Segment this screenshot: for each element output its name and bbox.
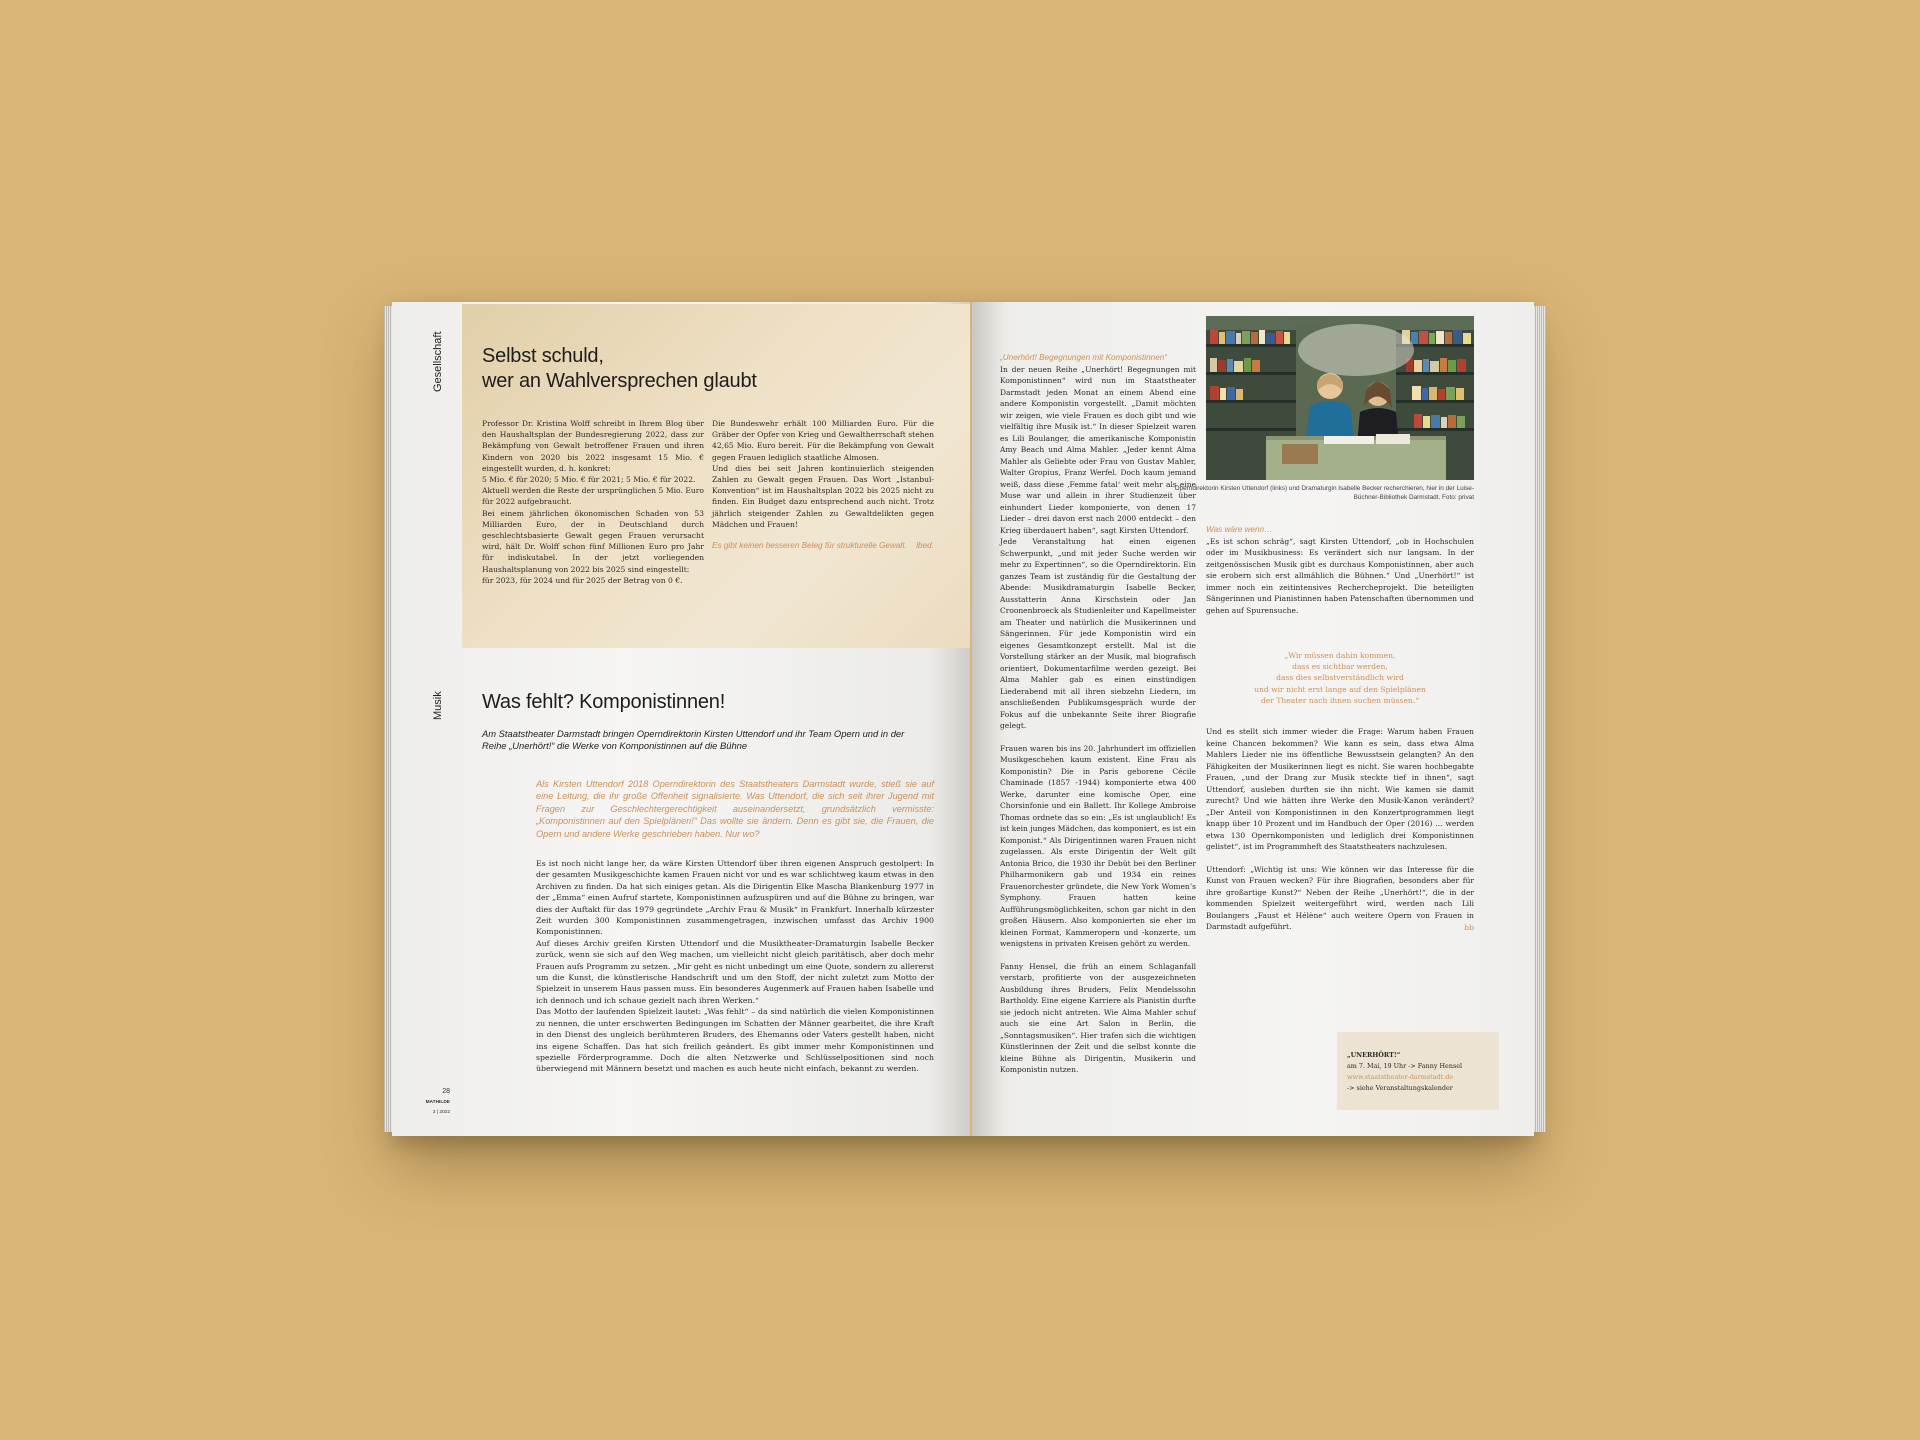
paragraph: Und dies bei seit Jahren kontinuierlich steigenden Zahlen zu Gewalt gegen Frauen. Das Wort „Istanbul-Konvention“ ist im Haushaltsplan 2022 bis 2025 nicht zu finden. Ein Budget dazu entsprechend auch nicht. Trotz jährlich steigender Zahlen zu Gewaltdelikten gegen Mädchen und Frauen! (712, 463, 934, 529)
paragraph: Professor Dr. Kristina Wolff schreibt in Ihrem Blog über den Haushaltsplan der Bundesregierung 2022, dass zur Bekämpfung von Gewalt betroffener Frauen und ihren Kindern von 2020 bis 2022 insgesamt 15 Mio. € eingestellt wurden, d. h. konkret: (482, 419, 704, 473)
title-line: Selbst schuld, (482, 345, 604, 367)
article1-column-1 (482, 418, 704, 586)
section-label-gesellschaft: Gesellschaft (432, 331, 444, 392)
paragraph: Jede Veranstaltung hat einen eigenen Schwerpunkt, „und mit jeder Suche werden wir mehr zu Expertinnen“, so die Operndirektorin. Ein ganzes Team ist zuständig für die Gestaltung der Abende: Musikdramaturgin Isabelle Becker, Ausstatterin Anna Kirschstein oder Jan Croonenbroeck als Studienleiter und Kapellmeister am Theater und natürlich die Musikerinnen und Sängerinnen. Für jede Komponistin wird ein eigenes Gesamtkonzept erstellt. Mal ist die Vorstellung stärker an der Musik, mal biografisch orientiert, Dokumentarfilme werden gezeigt. Bei Alma Mahler gab es einen einstündigen Liederabend mit all ihren siebzehn Liedern, im anschließenden Publikumsgespräch wurde der Fokus auf die unbekannte Seite ihrer Biografie gelegt. (1000, 537, 1196, 730)
right-column-2-continued (1206, 726, 1474, 933)
right-page (972, 302, 1534, 1136)
bookshelf-photo-illustration (1206, 316, 1474, 480)
quote-line: der Theater nach ihnen suchen müssen.“ (1260, 695, 1420, 705)
left-page (392, 302, 970, 1136)
paragraph: für 2023, für 2024 und für 2025 der Betrag von 0 €. (482, 575, 683, 585)
paragraph: Es ist noch nicht lange her, da wäre Kirsten Uttendorf über ihren eigenen Anspruch gestolpert: In der gesamten Musikgeschichte kamen Frauen nicht vor und es war schlichtweg kaum etwas in den Archiven zu finden. Da hat sich einiges getan. Als die Dirigentin Elke Mascha Blankenburg 1977 in der „Emma“ einen Aufruf startete, Komponistinnen aufzuspüren und auf die Bühne zu bringen, war dies der Auftakt für das 1979 gegründete „Archiv Frau & Musik“ in Frankfurt. Innerhalb kürzester Zeit wurden 300 Komponistinnen zusammengetragen, inzwischen umfasst das Archiv 1900 Komponistinnen. (536, 859, 934, 937)
quote-line: dass dies selbstverständlich wird (1276, 673, 1404, 683)
library-photo (1206, 316, 1474, 480)
article2-body (536, 858, 934, 1075)
closing-statement: Es gibt keinen besseren Beleg für strukturelle Gewalt. (712, 541, 907, 551)
section-heading: „Unerhört! Begegnungen mit Komponistinnen“ (1000, 353, 1168, 362)
quote-line: und wir nicht erst lange auf den Spielplänen (1254, 684, 1426, 694)
paragraph: Fanny Hensel, die früh an einem Schlaganfall verstarb, profitierte von der ausgezeichneten Ausbildung ihres Bruders, Felix Mendelssohn Bartholdy. Eine eigene Karriere als Pianistin durfte sie jedoch nicht antreten. Wie Alma Mahler schuf auch sie eine Art Salon in Berlin, die „Sonntagsmusiken“. Hier trafen sich die wichtigen Künstlerinnen der Zeit und die selbst konnte die kleine Bühne als Dirigentin, Musikerin und Komponistin nutzen. (1000, 961, 1196, 1074)
pull-quote (1206, 650, 1474, 706)
section-label-musik: Musik (432, 691, 444, 720)
event-info-box (1337, 1032, 1499, 1110)
open-magazine (392, 302, 1534, 1136)
section-heading: Was wäre wenn… (1206, 525, 1273, 534)
quote-line: „Wir müssen dahin kommen, (1284, 651, 1396, 660)
event-note: -> siehe Veranstaltungskalender (1347, 1084, 1453, 1092)
event-date: am 7. Mai, 19 Uhr -> Fanny Hensel (1347, 1062, 1463, 1070)
paragraph: Bei einem jährlichen ökonomischen Schaden von 53 Milliarden Euro, der in Deutschland durch geschlechtsbasierte Gewalt gegen Frauen verursacht wird, hält Dr. Wolff schon fünf Millionen Euro pro Jahr für indiskutabel. In der jetzt vorliegenden Haushaltsplanung von 2022 bis 2025 sind eingestellt: (482, 508, 704, 574)
magazine-name: MATHILDE (425, 1100, 450, 1105)
quote-line: dass es sichtbar werden, (1292, 662, 1388, 672)
article1-column-2 (712, 418, 934, 551)
title-line: wer an Wahlversprechen glaubt (482, 370, 757, 392)
article2-lead: Als Kirsten Uttendorf 2018 Operndirektorin des Staatstheaters Darmstadt wurde, stieß sie auf eine Leitung, die ihr große Offenheit signalisierte. Was Uttendorf, die sich seit ihrer Jugend mit Fragen zur Geschlechtergerechtigkeit auseinandersetzt, grundsätzlich vermisste: „Komponistinnen auf den Spielplänen!“ Das wollte sie ändern. Denn es gibt sie, die Frauen, die Opern und andere Werke geschrieben haben. Nur wo? (536, 779, 934, 839)
author-initials: lbed. (916, 541, 934, 551)
photo-caption: Operndirektorin Kirsten Uttendorf (links) und Dramaturgin Isabelle Becker recherchieren, hier in der Luise-Büchner-Bibliothek Darmstadt. Foto: privat (1174, 485, 1474, 501)
page-edges-right (1532, 306, 1546, 1132)
page-number: 28 (442, 1088, 450, 1095)
paragraph: Die Bundeswehr erhält 100 Milliarden Euro. Für die Gräber der Opfer von Krieg und Gewaltherrschaft stehen 42,65 Mio. Euro bereit. Für die Bekämpfung von Gewalt gegen Frauen lediglich staatliche Almosen. (712, 419, 934, 462)
article2-subtitle: Am Staatstheater Darmstadt bringen Operndirektorin Kirsten Uttendorf und ihr Team Opern und in der Reihe „Unerhört!“ die Werke von Komponistinnen auf die Bühne (482, 728, 905, 752)
paragraph: In der neuen Reihe „Unerhört! Begegnungen mit Komponistinnen“ wird nun im Staatstheater Darmstadt jeden Monat an einem Abend eine andere Komponistin vorgestellt. „Damit möchten wir zeigen, wie viele Frauen es doch gibt und wie vielfältig ihre Musik ist.“ In dieser Spielzeit waren es Lili Boulanger, die amerikanische Komponistin Amy Beach und Alma Mahler. „Jeder kennt Alma Mahler als Geliebte oder Frau von Gustav Mahler, Walter Gropius, Franz Werfel. Doch kaum jemand weiß, dass diese ‚Femme fatal‘ weit mehr als eine Muse war und allein in ihrer Studienzeit über einhundert Lieder komponierte, von denen 17 Lieder – drei davon erst nach 2000 entdeckt – den Krieg überdauert haben“, sagt Kirsten Uttendorf. (1000, 364, 1196, 535)
issue-number: 3 | 2022 (432, 1110, 450, 1115)
paragraph: Uttendorf: „Wichtig ist uns: Wie können wir das Interesse für die Kunst von Frauen wecken? Für ihre Biografien, besonders aber für ihre großartige Kunst?“ Neben der Reihe „Unerhört!“, die in der kommenden Spielzeit weitergeführt wird, werden nach Lili Boulangers „Faust et Hélène“ auch weitere Opern von Frauen in Darmstadt aufgeführt. (1206, 864, 1474, 931)
paragraph: 5 Mio. € für 2020; 5 Mio. € für 2021; 5 Mio. € für 2022. (482, 475, 696, 485)
article1-title (482, 344, 757, 394)
paragraph: Das Motto der laufenden Spielzeit lautet: „Was fehlt“ – da sind natürlich die vielen Komponistinnen zu nennen, die unter erschwerten Bedingungen im Schatten der Männer gearbeitet, die ihre Kraft in den Dienst des ungleich berühmteren Bruders, des Ehemanns oder Vaters gestellt haben, nicht ins eigene Schaffen. Das hat sich freilich geändert. Es gibt immer mehr Komponistinnen und spezielle Förderprogramme. Doch die alten Netzwerke und Schlüsselpositionen sind noch überwiegend mit Männern besetzt und machen es auch heute nicht einfach, bekannt zu werden. (536, 1007, 934, 1074)
paragraph: „Es ist schon schräg“, sagt Kirsten Uttendorf, „ob in Hochschulen oder im Musikbusiness: Es verändert sich nur langsam. In der zeitgenössischen Musik gibt es durchaus Komponistinnen, aber auch sie erobern sich erst allmählich die Bühnen.“ Und „Unerhört!“ ist immer noch ein zeitintensives Rechercheprojekt. Die beteiligten Sängerinnen und Pianistinnen haben Patenschaften übernommen und gehen auf Spurensuche. (1206, 536, 1474, 615)
paragraph: Auf dieses Archiv greifen Kirsten Uttendorf und die Musiktheater-Dramaturgin Isabelle Becker zurück, wenn sie sich auf den Weg machen, um vielleicht nicht gleich paritätisch, aber doch mehr Frauen aufs Programm zu setzen. „Mir geht es nicht unbedingt um eine Quote, sondern zu allererst um die Kunst, die künstlerische Handschrift und um den Stoff, der nicht zuletzt zum Motto der Spielzeit in unserem Haus passen muss. Ein besonderes Augenmerk auf Frauen haben Isabelle und ich dennoch und ich schaue gezielt nach ihren Werken.“ (536, 938, 934, 1005)
author-initials: bb (1464, 922, 1474, 932)
paragraph: Frauen waren bis ins 20. Jahrhundert im offiziellen Musikgeschehen kaum existent. Eine Frau als Komponistin? Die in Paris geborene Cécile Chaminade (1857 -1944) komponierte etwa 400 Werke, darunter eine komische Oper, eine Chorsinfonie und ein Ballett. Ihr Kollege Ambroise Thomas ordnete das so ein: „Es ist unglaublich! Es ist kein junges Mädchen, das komponiert, es ist ein Komponist.“ Als Dirigentinnen waren Frauen nicht zugelassen. Als erste Dirigentin der Welt gilt Antonia Brico, die 1930 ihr Debüt bei den Berliner Philharmonikern gab und 1934 ein reines Frauenorchester gründete, die New York Women’s Symphony. Frauen hatten keine Aufführungsmöglichkeiten, schon gar nicht in den großen Häusern. Also komponierten sie eher im kleinen Format, Kammeropern und -konzerte, um wenigstens in privaten Kreisen gehört zu werden. (1000, 743, 1196, 948)
paragraph: Aktuell werden die Reste der ursprünglichen 5 Mio. Euro für 2022 aufgebraucht. (482, 486, 704, 507)
event-info (1347, 1050, 1462, 1094)
paragraph: Und es stellt sich immer wieder die Frage: Warum haben Frauen keine Chancen bekommen? Wie kann es sein, dass etwa Alma Mahlers Lieder nie ins öffentliche Bewusstsein gelangten? An den Fähigkeiten der Musikerinnen liegt es nicht. Sie waren hochbegabte Frauen, „und der Drang zur Musik steckte tief in ihnen“, sagt Uttendorf, ausleben durften sie ihn nicht. Wie kamen sie damit zurecht? Und wie hätten ihre Werke den Musik-Kanon verändert? „Der Anteil von Komponistinnen in den Konzertprogrammen liegt knapp über 10 Prozent und im Handbuch der Oper (2016) ... werden etwa 130 Opernkomponisten und lediglich drei Komponistinnen gelistet“, ist im Programmheft des Staatstheaters nachzulesen. (1206, 727, 1474, 851)
right-column-1 (1000, 352, 1196, 1076)
right-column-2 (1206, 524, 1474, 616)
event-title: „UNERHÖRT!“ (1347, 1051, 1401, 1059)
article2-title: Was fehlt? Komponistinnen! (482, 691, 726, 713)
event-link[interactable]: www.staatstheater-darmstadt.de (1347, 1073, 1454, 1081)
